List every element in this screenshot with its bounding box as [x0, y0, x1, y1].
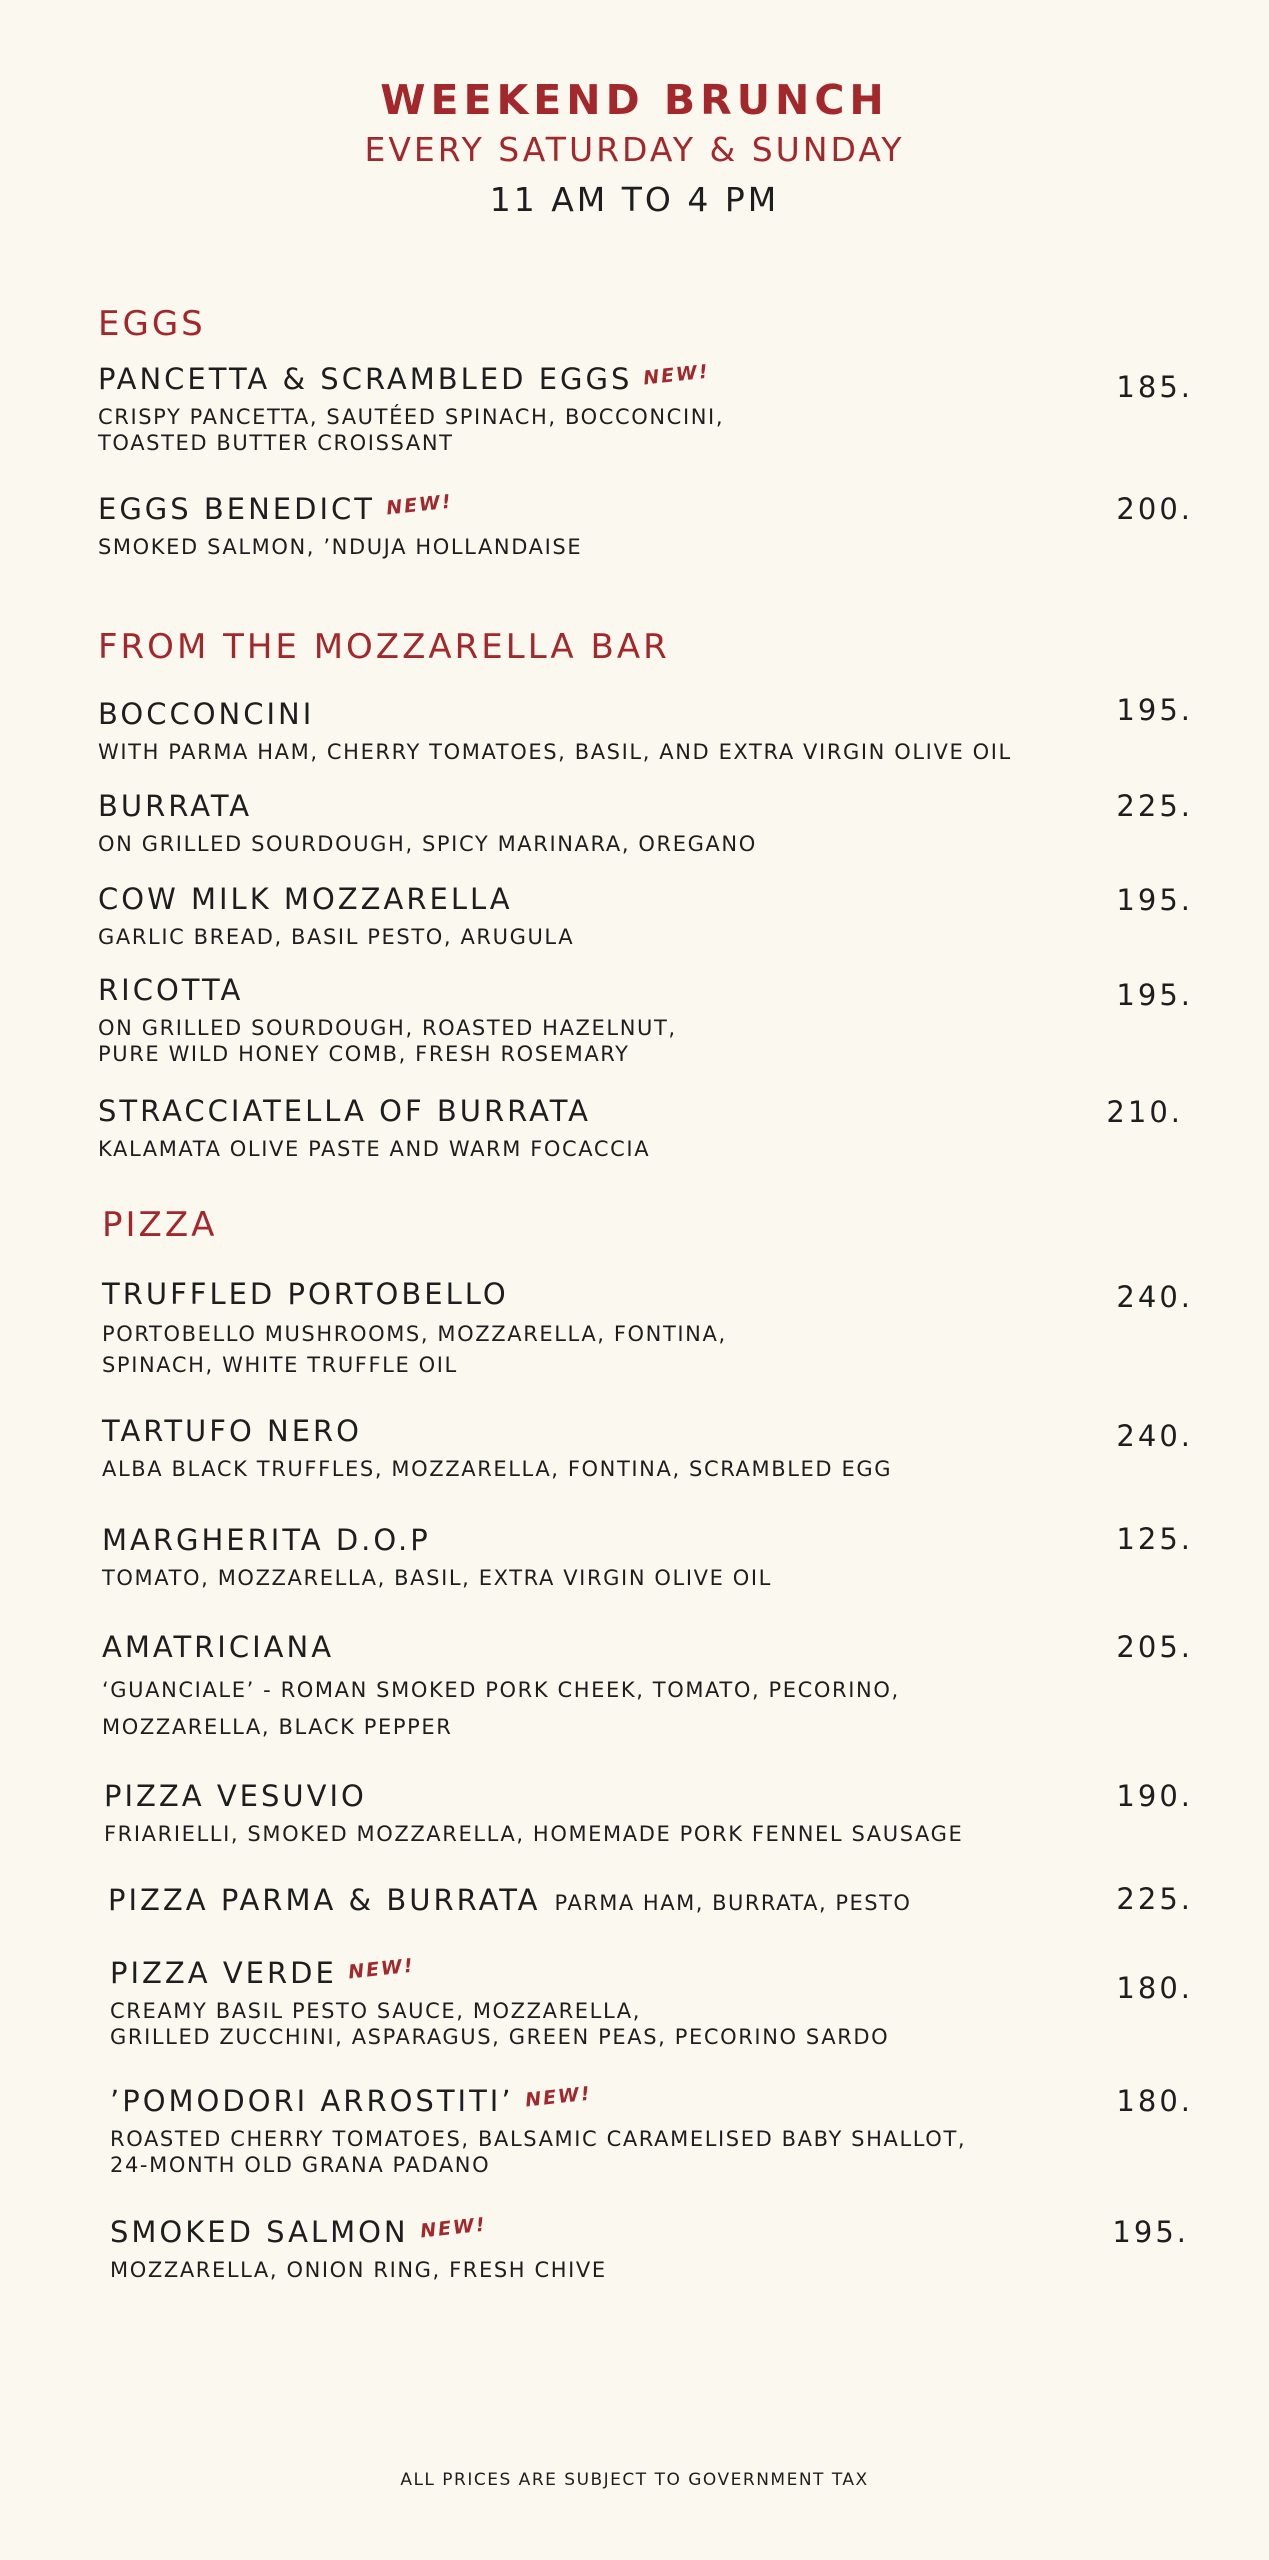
item-name: BURRATA: [98, 789, 253, 823]
menu-title: WEEKEND BRUNCH: [380, 76, 889, 124]
item-description: WITH PARMA HAM, CHERRY TOMATOES, BASIL, AND EXTRA VIRGIN OLIVE OIL: [98, 740, 1012, 764]
menu-item: [110, 2084, 1210, 2178]
item-price: 195.: [1116, 883, 1193, 917]
menu-item: [98, 789, 1198, 857]
new-badge: NEW!: [523, 2082, 593, 2112]
menu-item: [98, 492, 1198, 560]
item-name: STRACCIATELLA OF BURRATA: [98, 1094, 591, 1128]
item-description: SMOKED SALMON, ’NDUJA HOLLANDAISE: [98, 535, 583, 559]
section-title-pizza: PIZZA: [102, 1205, 218, 1245]
item-price: 180.: [1116, 1971, 1193, 2005]
item-name: ’POMODORI ARROSTITI’: [110, 2084, 514, 2118]
item-name: MARGHERITA D.O.P: [102, 1523, 431, 1557]
item-price: 180.: [1116, 2084, 1193, 2118]
menu-item: [98, 882, 1198, 950]
item-description: ‘GUANCIALE’ - ROMAN SMOKED PORK CHEEK, TOMATO, PECORINO, MOZZARELLA, BLACK PEPPER: [102, 1678, 900, 1739]
item-name: RICOTTA: [98, 973, 244, 1007]
item-description: GARLIC BREAD, BASIL PESTO, ARUGULA: [98, 925, 575, 949]
menu-item: [102, 1630, 1202, 1746]
menu-item: [98, 362, 1198, 456]
item-description: CREAMY BASIL PESTO SAUCE, MOZZARELLA, GRILLED ZUCCHINI, ASPARAGUS, GREEN PEAS, PECORINO SARDO: [110, 1999, 890, 2049]
menu-item: [98, 697, 1198, 765]
item-name: AMATRICIANA: [102, 1630, 335, 1664]
item-price: 225.: [1116, 789, 1193, 823]
tax-note: ALL PRICES ARE SUBJECT TO GOVERNMENT TAX: [400, 2470, 869, 2490]
item-price: 195.: [1116, 693, 1193, 727]
item-description: MOZZARELLA, ONION RING, FRESH CHIVE: [110, 2258, 607, 2282]
item-description: KALAMATA OLIVE PASTE AND WARM FOCACCIA: [98, 1137, 651, 1161]
item-description: PORTOBELLO MUSHROOMS, MOZZARELLA, FONTINA, SPINACH, WHITE TRUFFLE OIL: [102, 1322, 727, 1377]
item-description: ON GRILLED SOURDOUGH, ROASTED HAZELNUT, PURE WILD HONEY COMB, FRESH ROSEMARY: [98, 1016, 677, 1066]
new-badge: NEW!: [418, 2213, 488, 2243]
item-description: CRISPY PANCETTA, SAUTÉED SPINACH, BOCCONCINI, TOASTED BUTTER CROISSANT: [98, 405, 725, 455]
menu-item: [110, 2215, 1210, 2283]
item-name: PANCETTA & SCRAMBLED EGGS: [98, 362, 633, 396]
new-badge: NEW!: [385, 490, 454, 520]
new-badge: NEW!: [346, 1954, 416, 1984]
menu-item: [98, 1094, 1198, 1162]
item-name: COW MILK MOZZARELLA: [98, 882, 513, 916]
item-name: PIZZA VESUVIO: [104, 1779, 367, 1813]
item-description: ROASTED CHERRY TOMATOES, BALSAMIC CARAMELISED BABY SHALLOT, 24-MONTH OLD GRANA PADANO: [110, 2127, 967, 2177]
item-price: 240.: [1116, 1419, 1193, 1453]
item-description: TOMATO, MOZZARELLA, BASIL, EXTRA VIRGIN OLIVE OIL: [102, 1566, 772, 1590]
new-badge: NEW!: [642, 360, 712, 390]
item-name: SMOKED SALMON: [110, 2215, 409, 2249]
menu-item: [102, 1414, 1202, 1482]
item-price: 125.: [1116, 1522, 1193, 1556]
item-name: BOCCONCINI: [98, 697, 315, 731]
item-name: EGGS BENEDICT: [98, 492, 375, 526]
item-price: 195.: [1112, 2215, 1189, 2249]
item-description: ALBA BLACK TRUFFLES, MOZZARELLA, FONTINA, SCRAMBLED EGG: [102, 1457, 893, 1481]
item-name: TARTUFO NERO: [102, 1414, 362, 1448]
item-description: ON GRILLED SOURDOUGH, SPICY MARINARA, OREGANO: [98, 832, 757, 856]
section-title-mozzarella: FROM THE MOZZARELLA BAR: [98, 627, 670, 667]
item-name: PIZZA VERDE: [110, 1956, 337, 1990]
menu-item: [102, 1523, 1202, 1591]
menu-item: [98, 973, 1198, 1067]
menu-item: [110, 1956, 1210, 2050]
item-name: TRUFFLED PORTOBELLO: [102, 1277, 509, 1311]
item-description: FRIARIELLI, SMOKED MOZZARELLA, HOMEMADE PORK FENNEL SAUSAGE: [104, 1822, 964, 1846]
menu-item: [102, 1277, 1202, 1381]
item-price: 200.: [1116, 492, 1193, 526]
item-price: 210.: [1106, 1095, 1183, 1129]
item-price: 195.: [1116, 978, 1193, 1012]
item-description: PARMA HAM, BURRATA, PESTO: [554, 1891, 912, 1915]
section-title-eggs: EGGS: [98, 304, 206, 344]
item-price: 205.: [1116, 1630, 1193, 1664]
menu-item: [108, 1883, 1208, 1917]
item-price: 225.: [1116, 1882, 1193, 1916]
menu-subtitle: EVERY SATURDAY & SUNDAY: [364, 130, 905, 169]
item-price: 185.: [1116, 370, 1193, 404]
menu-hours: 11 AM TO 4 PM: [489, 180, 780, 219]
item-name: PIZZA PARMA & BURRATA: [108, 1883, 541, 1917]
item-price: 190.: [1116, 1779, 1193, 1813]
item-price: 240.: [1116, 1280, 1193, 1314]
menu-item: [104, 1779, 1204, 1847]
